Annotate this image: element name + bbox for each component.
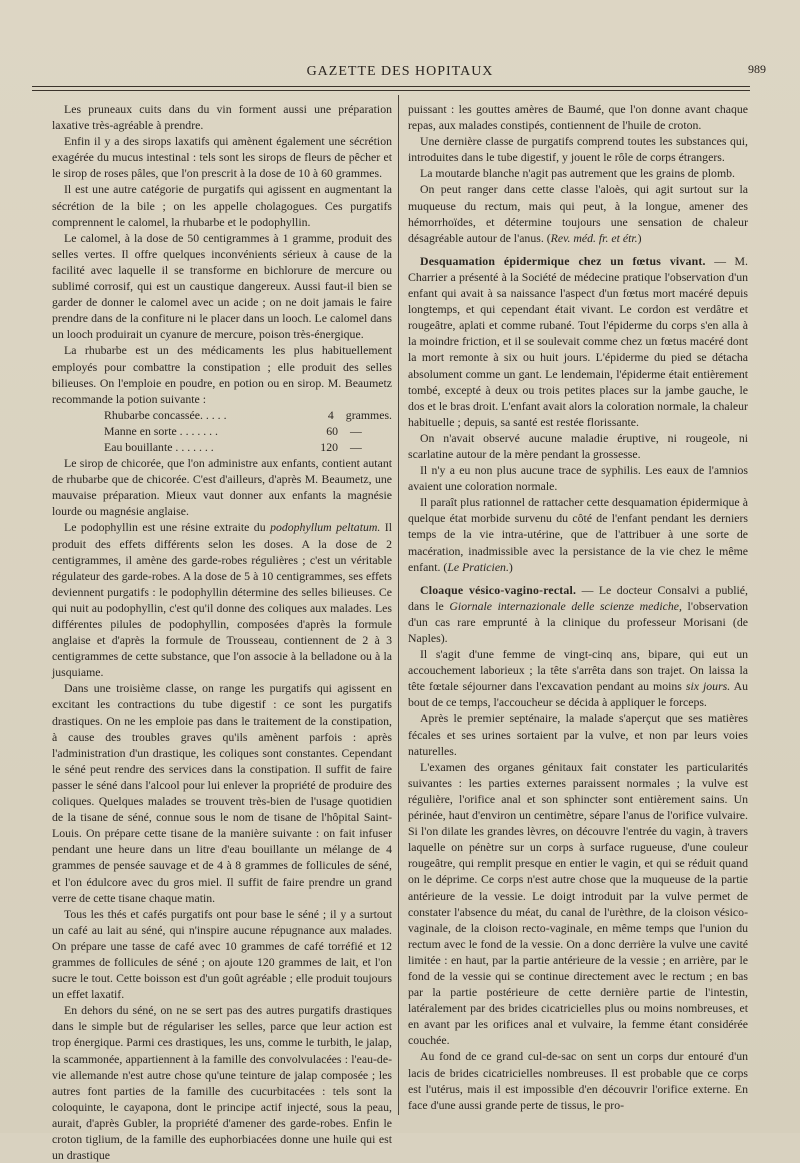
paragraph: Dans une troisième classe, on range les purgatifs qui agissent en excitant les contractions du tube digestif : ce sont les purgatifs drastiques. On ne les emploie pas dans le traitement de la constipation, à cause des troubles graves qu'ils amènent parfois : après l'administration d'un drastique, les coliques sont constantes. Cependant le séné peut rendre des services dans la constipation. Il suffit de faire passer le séné dans l'alcool pour lui enlever la propriété de produire des coliques. Quelques malades se trouvent très-bien de l'usage quotidien de la tisane de séné, connue sous le nom de tisane de l'hôpital Saint-Louis. On prépare cette tisane de la manière suivante : on fait infuser pendant une heure dans un litre d'eau bouillante un mélange de 4 grammes de pensée sauvage et de 4 à 8 grammes de follicules de séné, et l'on édulcore avec du gros miel. Il suffit de faire prendre un grand verre de cette tisane chaque matin. bbox=[52, 681, 392, 905]
ingredient-qty: 60 bbox=[326, 423, 338, 438]
paragraph: Tous les thés et cafés purgatifs ont pour base le séné ; il y a surtout un café au lait au séné, qui n'inspire aucune répugnance aux malades. On prépare une tasse de café avec 10 grammes de café torréfié et 12 grammes de follicules de séné ; on ajoute 120 grammes de lait, et l'on sucre le tout. Cette boisson est d'un goût agréable ; elle produit toujours un effet laxatif. bbox=[52, 906, 392, 1002]
ingredient-name: Rhubarbe concassée. . . . . bbox=[104, 407, 227, 422]
paragraph: Les pruneaux cuits dans du vin forment aussi une préparation laxative très-agréable à prendre. bbox=[52, 102, 392, 133]
citation: Le Praticien. bbox=[447, 559, 509, 574]
section-gap bbox=[408, 575, 748, 582]
header-rule-top bbox=[32, 86, 750, 87]
paragraph: Il n'y a eu non plus aucune trace de syphilis. Les eaux de l'amnios avaient une coloration normale. bbox=[408, 463, 748, 494]
ingredient-qty: 120 bbox=[320, 439, 338, 454]
page-number: 989 bbox=[748, 62, 766, 76]
italic-term: podophyllum peltatum. bbox=[270, 520, 381, 535]
paragraph: L'examen des organes génitaux fait constater les particularités suivantes : les parties externes paraissent normales ; la vulve est régulière, l'orifice anal et son sphincter sont entièrement sains. Un périnée, haut d'environ un centimètre, sépare l'anus de l'orifice vulvaire. Si l'on dilate les grandes lèvres, on découvre l'entrée du vagin, à travers laquelle on pénètre sur un corps à surface rugueuse, d'une couleur rougeâtre, qui remplit presque en entier le vagin, et qui se réduit quand on le déprime. Ce corps n'est autre chose que la muqueuse de la partie antérieure de la vessie. Le doigt introduit par la vulve permet de constater l'absence du méat, du canal de l'urèthre, de la cloison vésico-vaginale, de la cloison recto-vaginale, en même temps que l'union du rectum avec le fond de la vessie. On a donc derrière la vulve une cavité limitée : en haut, par la partie antérieure de la vessie ; en arrière, par le fond de la vessie qui se continue directement avec le rectum ; en bas par la partie postérieure de cette dernière partie de l'intestin, latéralement par des brides cicatricielles plus ou moins nombreuses, et en avant par les orifices anal et vulvaire, la femme étant considérée couchée. bbox=[408, 759, 748, 1048]
text-run: — Le docteur Consalvi a publié, dans le bbox=[408, 582, 748, 613]
recipe-line bbox=[104, 423, 392, 439]
citation: Rev. méd. fr. et étr. bbox=[550, 230, 638, 245]
text-run: — M. Charrier a présenté à la Société de médecine pratique l'observation d'un enfant qui avait à sa naissance l'aspect d'un fœtus mort macéré depuis longtemps, et qui cependant était vivant. Le cordon est verdâtre et rougeâtre, aplati et comme rubané. Tout l'épiderme du corps s'en alla à la moindre friction, et il se soulevait comme chez un fœtus macéré dont la mort remonte à six ou huit jours. L'épiderme du pied se détacha absolument comme un gant. Le lendemain, l'épiderme était entièrement tombé, excepté à deux ou trois petites places sur la jambe gauche, le dos et le bras droit. L'enfant avait alors la coloration normale, la chaleur habituelle ; depuis, sa santé est restée florissante. bbox=[408, 253, 748, 429]
paragraph: Au fond de ce grand cul-de-sac on sent un corps dur entouré d'un lacis de brides cicatricielles nombreuses. Il est probable que ce corps est l'utérus, mais il est impossible d'en découvrir l'orifice externe. En face d'une aussi grande perte de tissus, le pro- bbox=[408, 1049, 748, 1112]
section-title: Desquamation épidermique chez un fœtus vivant. bbox=[420, 253, 706, 268]
ingredient-unit: — bbox=[350, 439, 362, 454]
paragraph: puissant : les gouttes amères de Baumé, que l'on donne avant chaque repas, aux malades constipés, contiennent de l'huile de croton. bbox=[408, 102, 748, 133]
paragraph bbox=[408, 646, 748, 710]
paragraph: En dehors du séné, on ne se sert pas des autres purgatifs drastiques dans le simple but de régulariser les selles, parce que leur action est trop énergique. Parmi ces drastiques, les uns, comme le turbith, le jalap, la scammonée, appartiennent à la famille des convolvulacées : l'eau-de-vie allemande n'est autre chose qu'une teinture de jalap composée ; les autres font parties de la famille des cucurbitacées : tels sont la coloquinte, le cayapona, dont le principe actif injecté, sous la peau, aurait, d'après Gubler, la propriété d'amener des garde-robes. Enfin le croton tiglium, de la famille des euphorbiacées donne une huile qui est un drastique bbox=[52, 1003, 392, 1163]
journal-name: Giornale internazionale delle scienze mediche, bbox=[449, 598, 682, 613]
text-run: l'observation d'un cas rare emprunté à la clinique du professeur Morisani (de Naples). bbox=[408, 598, 748, 645]
right-column bbox=[408, 101, 748, 1113]
text-run: ) bbox=[637, 230, 642, 245]
paragraph: Le calomel, à la dose de 50 centigrammes à 1 gramme, produit des selles vertes. Il offre quelques inconvénients sérieux à cause de la facilité avec laquelle il se transforme en bichlorure de mercure ou sublimé corrosif, qui est un caustique dangereux. Aussi faut-il bien se garder de donner le calomel avec un acide ; on ne doit jamais le faire prendre dans de la confiture ni le placer dans un looch. Le calomel dans un looch produirait un cyanure de mercure, poison très-énergique. bbox=[52, 230, 392, 342]
section-paragraph bbox=[408, 253, 748, 430]
ingredient-name: Manne en sorte . . . . . . . bbox=[104, 423, 219, 438]
ingredient-qty: 4 bbox=[327, 407, 334, 422]
column-separator bbox=[398, 95, 399, 1115]
ingredient-unit: — bbox=[350, 423, 362, 438]
section-title: Cloaque vésico-vagino-rectal. bbox=[420, 582, 577, 597]
text-run: Il s'agit d'une femme de vingt-cinq ans, bipare, qui eut un accouchement laborieux ; la tête s'arrêta dans son trajet. On laissa la tête fœtale séjourner dans l'excavation pendant au moins bbox=[408, 647, 748, 694]
paragraph: Enfin il y a des sirops laxatifs qui amènent également une sécrétion exagérée du mucus intestinal : tels sont les sirops de fleurs de pêcher et le sirop de roses pâles, que l'on prescrit à la dose de 10 à 60 grammes. bbox=[52, 134, 392, 181]
page-header bbox=[0, 60, 800, 82]
text-run: Au bout de ce temps, l'accoucheur se décida à appliquer le forceps. bbox=[408, 679, 748, 710]
paragraph: On n'avait observé aucune maladie éruptive, ni rougeole, ni scarlatine autour de la mère pendant la grossesse. bbox=[408, 430, 748, 461]
text-run: ) bbox=[508, 559, 513, 574]
recipe-list bbox=[104, 407, 392, 455]
paragraph: Une dernière classe de purgatifs comprend toutes les substances qui, introduites dans le tube digestif, y jouent le rôle de corps étrangers. bbox=[408, 134, 748, 165]
paragraph: Il est une autre catégorie de purgatifs qui agissent en augmentant la sécrétion de la bile ; on les appelle cholagogues. Ces purgatifs comprennent le calomel, la rhubarbe et le podophyllin. bbox=[52, 182, 392, 229]
paragraph: La rhubarbe est un des médicaments les plus habituellement employés pour combattre la constipation ; elle produit des selles bilieuses. On l'emploie en poudre, en potion ou en sirop. M. Beaumetz recommande la potion suivante : bbox=[52, 343, 392, 406]
text-run: On peut ranger dans cette classe l'aloès, qui agit surtout sur la muqueuse du rectum, mais qui peut, à la longue, amener des hémorrhoïdes, et détermine toujours une sensation de chaleur désagréable autour de l'anus. ( bbox=[408, 182, 748, 245]
text-run: Il produit des effets différents selon les doses. A la dose de 2 centigrammes, il amène des garde-robes régulières ; c'est un véritable régulateur des garde-robes. A la dose de 5 à 10 centigrammes, ses effets deviennent purgatifs : le podophyllin détermine des selles bilieuses. Ce qui nuit au podophyllin, c'est qu'il donne des coliques aux malades. Les différentes pilules de podophyllin, composées d'après la formule anglaise et d'après la formule de Trousseau, contiennent de 2 à 3 centigrammes de cette substance, que l'on associe à la belladone ou à la jusquiame. bbox=[52, 520, 392, 680]
paragraph: Le sirop de chicorée, que l'on administre aux enfants, contient autant de rhubarbe que de chicorée. C'est d'ailleurs, d'après M. Beaumetz, une mauvaise préparation. Mieux vaut donner aux enfants la magnésie lourde ou magnésie anglaise. bbox=[52, 456, 392, 519]
text-run: Le podophyllin est une résine extraite du bbox=[64, 520, 271, 535]
paragraph bbox=[408, 181, 748, 245]
ingredient-unit: grammes. bbox=[345, 407, 392, 422]
paragraph bbox=[408, 494, 748, 574]
section-gap bbox=[408, 246, 748, 253]
journal-title: GAZETTE DES HOPITAUX bbox=[306, 64, 494, 79]
paragraph bbox=[52, 519, 392, 680]
text-run: Il paraît plus rationnel de rattacher cette desquamation épidermique à quelque état morbide survenu du côté de l'enfant pendant les derniers temps de la vie intra-utérine, que de l'attribuer à une sorte de macération, inadmissible avec la persistance de la vie chez le même enfant. ( bbox=[408, 495, 748, 574]
recipe-line bbox=[104, 407, 392, 423]
paragraph: La moutarde blanche n'agit pas autrement que les grains de plomb. bbox=[420, 166, 735, 181]
section-paragraph bbox=[408, 582, 748, 646]
left-column bbox=[52, 101, 392, 1163]
recipe-line bbox=[104, 439, 392, 455]
paragraph: Après le premier septénaire, la malade s'aperçut que ses matières fécales et ses urines sortaient par la vulve, et non par leurs voies naturelles. bbox=[408, 711, 748, 758]
italic-term: six jours. bbox=[685, 679, 731, 694]
header-rule-bottom bbox=[32, 90, 750, 91]
ingredient-name: Eau bouillante . . . . . . . bbox=[104, 439, 214, 454]
